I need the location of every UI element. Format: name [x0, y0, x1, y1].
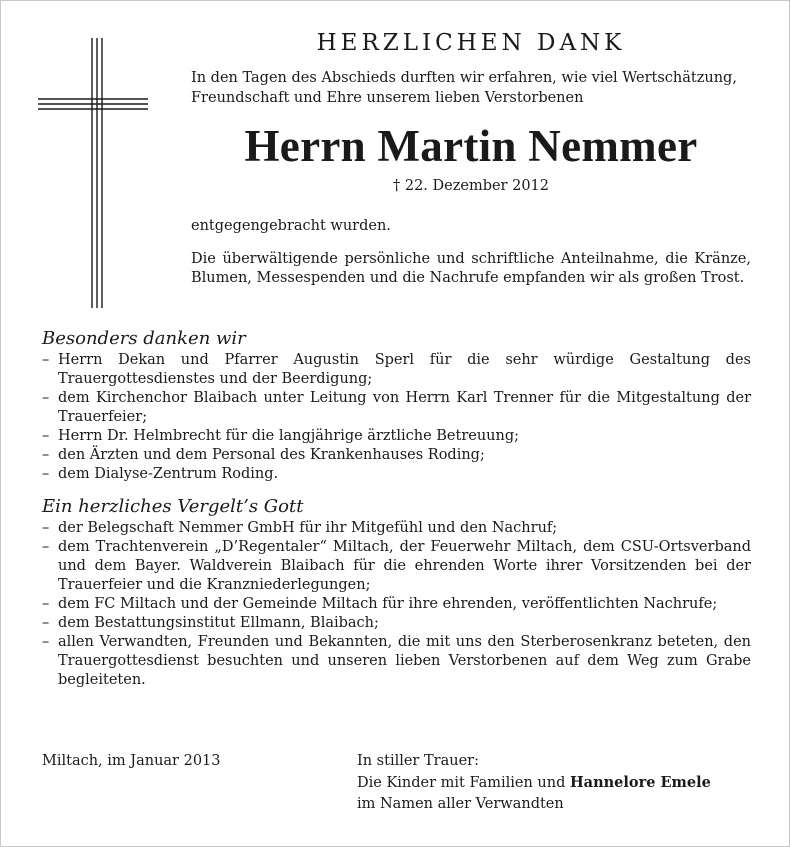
list-item: – allen Verwandten, Freunden und Bekannten, die mit uns den Sterberosenkranz beteten, den Trauergottesdienst besuchten und unseren lieben Verstorbenen auf dem Weg zum Grabe begleiteten. — [42, 634, 751, 688]
intro-text: In den Tagen des Abschieds durften wir erfahren, wie viel Wertschätzung, Freundschaft und Ehre unserem lieben Verstorbenen — [191, 70, 737, 106]
list-item: – dem Trachtenverein „D’Regentaler“ Miltach, der Feuerwehr Miltach, dem CSU-Ortsverband und dem Bayer. Waldverein Blaibach für die ehrenden Worte ihrer Vorsitzenden bei der Trauerfeier und die Kranzniederlegungen; — [42, 539, 751, 593]
family-line: Die Kinder mit Familien und Hannelore Emele — [357, 774, 711, 791]
list-item: – Herrn Dr. Helmbrecht für die langjährige ärztliche Betreuung; — [42, 428, 520, 444]
widow-name: Hannelore Emele — [569, 774, 711, 791]
special-thanks-list — [42, 351, 751, 484]
cross-icon — [38, 38, 148, 308]
place-date: Miltach, im Januar 2013 — [42, 753, 221, 769]
mourning-label: In stiller Trauer: — [357, 753, 479, 769]
list-item: – dem Kirchenchor Blaibach unter Leitung von Herrn Karl Trenner für die Mitgestaltung der Trauerfeier; — [42, 390, 751, 425]
vergelts-gott-list — [42, 519, 751, 690]
list-item: – der Belegschaft Nemmer GmbH für ihr Mitgefühl und den Nachruf; — [42, 520, 558, 536]
list-item: – den Ärzten und dem Personal des Krankenhauses Roding; — [42, 447, 485, 463]
mourners — [357, 752, 757, 816]
list-item: – dem Bestattungsinstitut Ellmann, Blaibach; — [42, 615, 379, 631]
deceased-name: Herrn Martin Nemmer — [244, 121, 698, 171]
list-item: – dem FC Miltach und der Gemeinde Miltach für ihre ehrenden, veröffentlichten Nachrufe; — [42, 596, 718, 612]
death-date: † 22. Dezember 2012 — [392, 178, 549, 194]
intro-continuation: entgegengebracht wurden. — [191, 218, 391, 234]
list-item: – dem Dialyse-Zentrum Roding. — [42, 466, 279, 482]
relatives-line: im Namen aller Verwandten — [357, 796, 564, 812]
section-title-special-thanks: Besonders danken wir — [42, 328, 246, 349]
header-block — [191, 30, 751, 288]
list-item: – Herrn Dekan und Pfarrer Augustin Sperl für die sehr würdige Gestaltung des Trauergottesdienstes und der Beerdigung; — [42, 352, 751, 387]
thanks-block — [42, 328, 751, 690]
section-title-vergelts-gott: Ein herzliches Vergelt’s Gott — [42, 496, 304, 517]
notice-heading: HERZLICHEN DANK — [316, 30, 626, 56]
condolence-paragraph: Die überwältigende persönliche und schriftliche Anteilnahme, die Kränze, Blumen, Messespenden und die Nachrufe empfanden wir als großen Trost. — [191, 251, 751, 286]
